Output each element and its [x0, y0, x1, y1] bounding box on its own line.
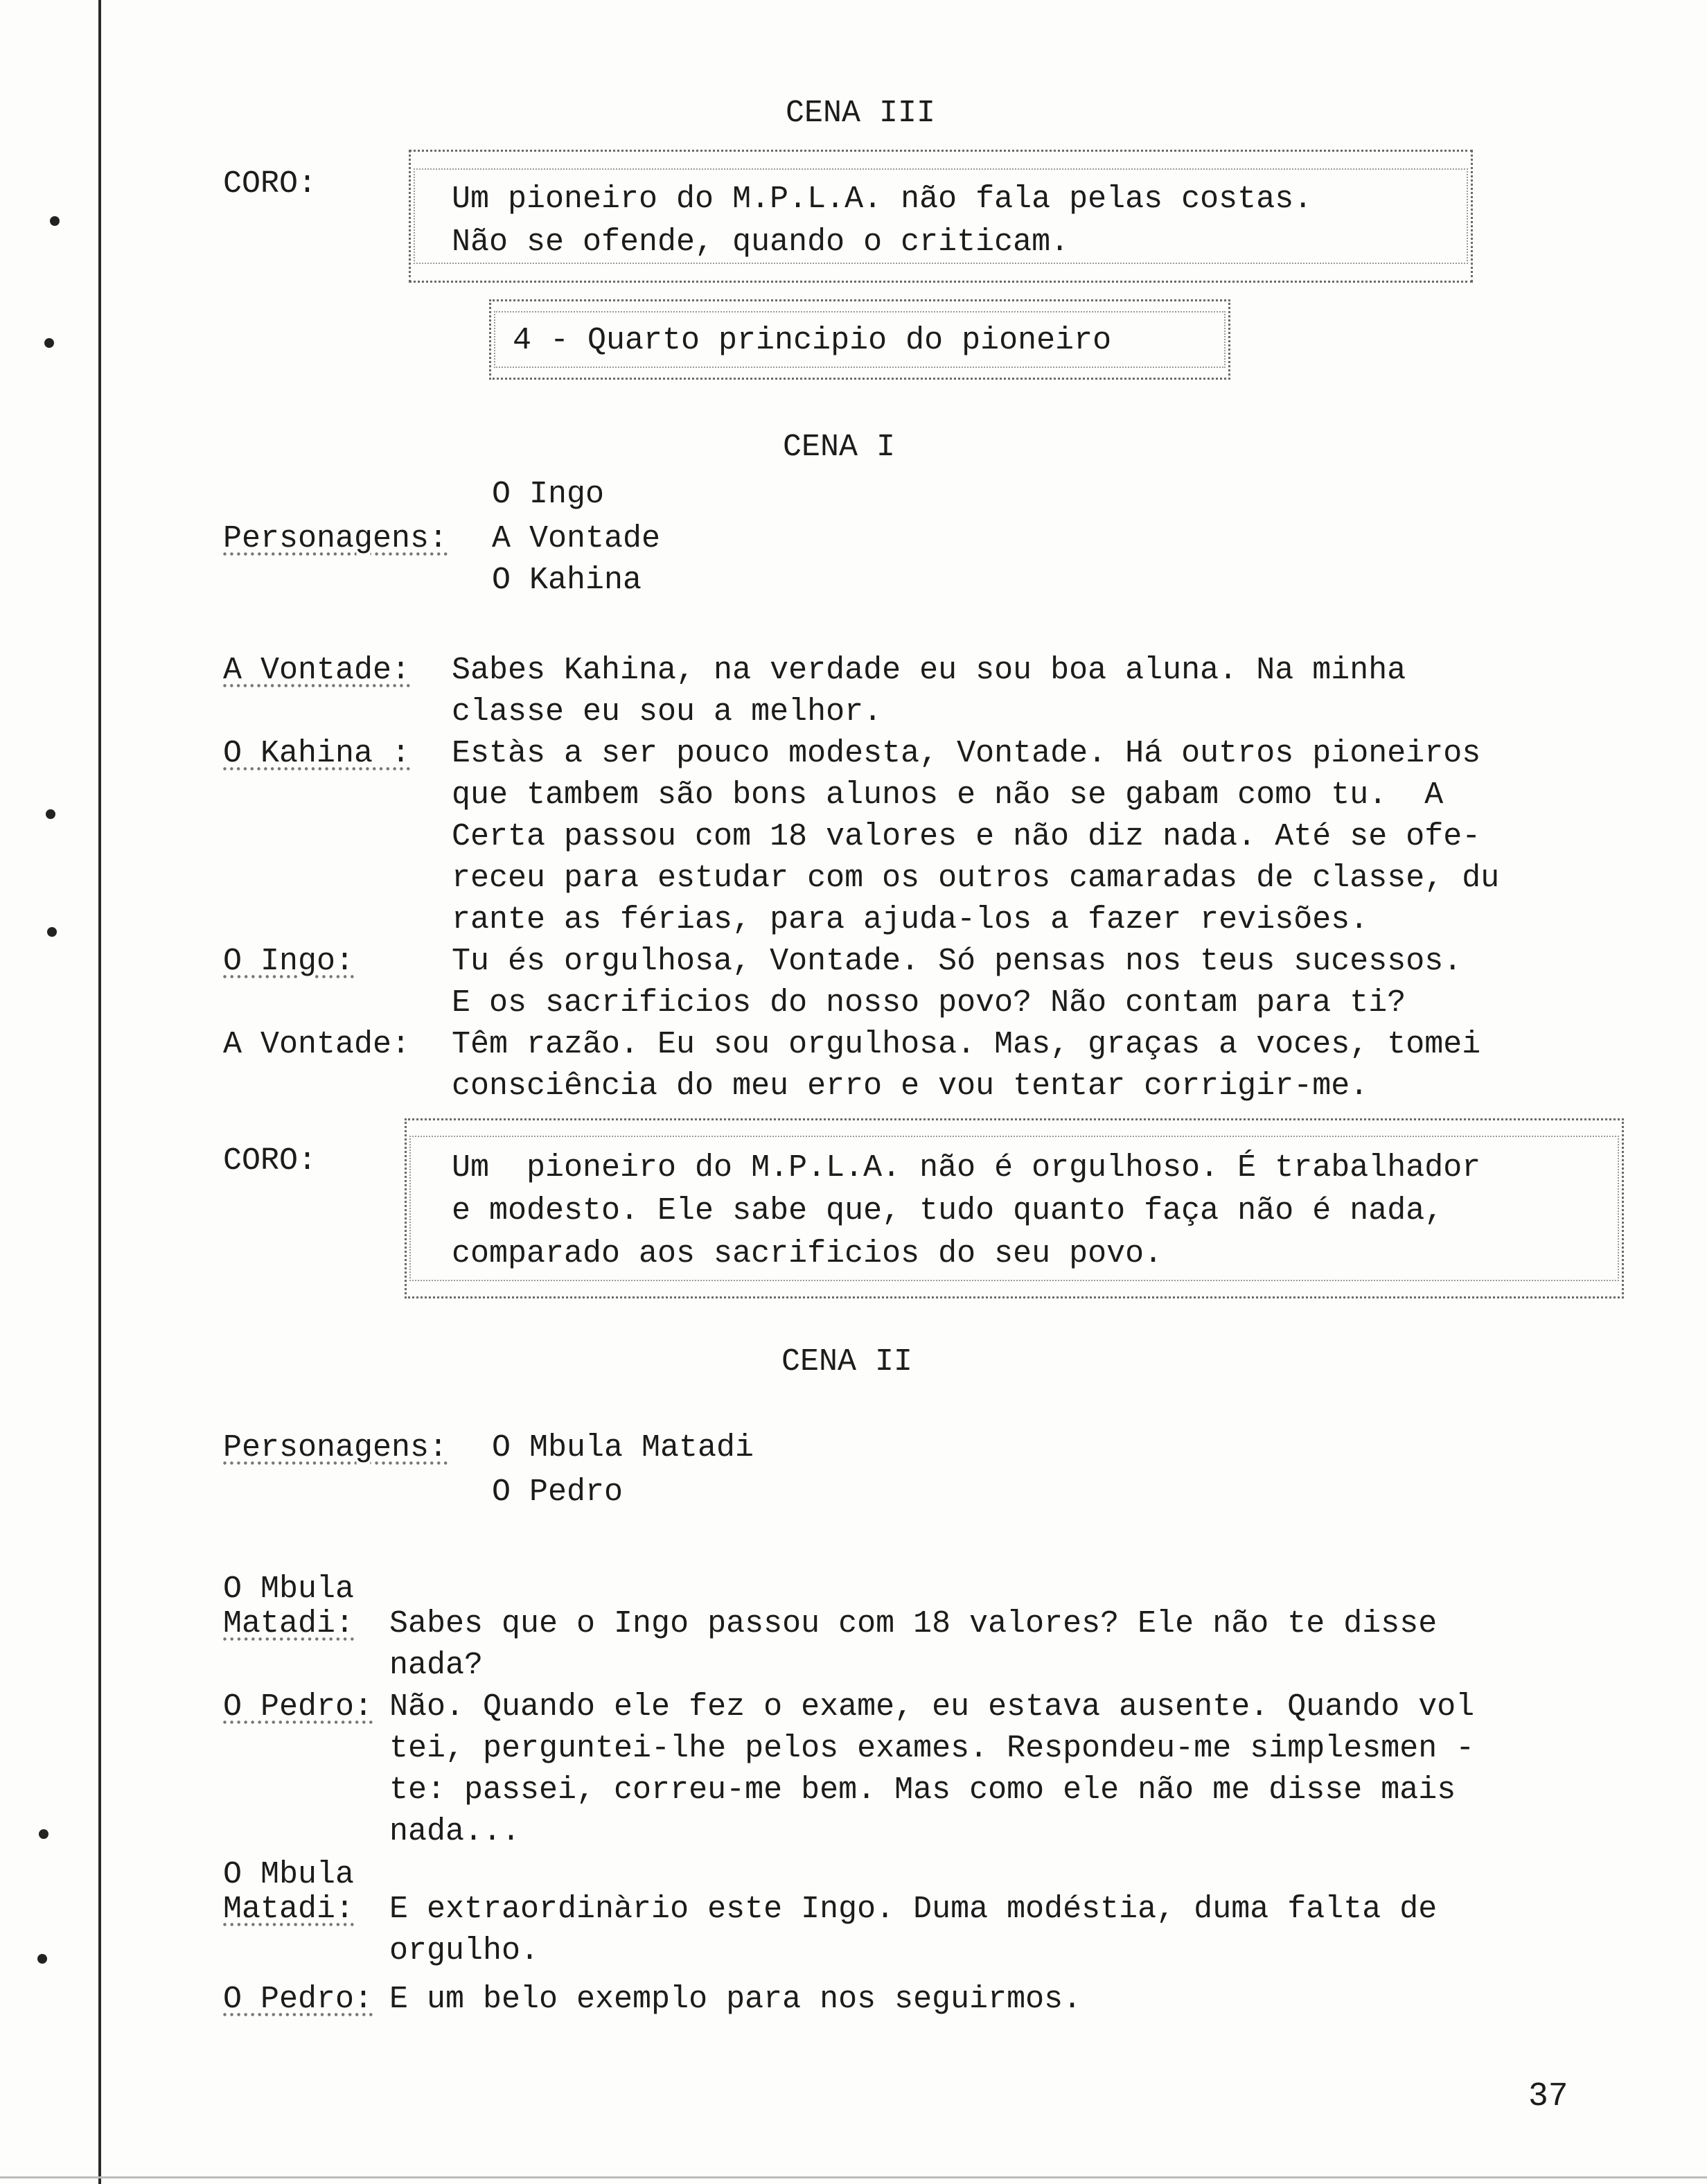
punch-hole	[47, 927, 57, 937]
dialogue-line: que tambem são bons alunos e não se gabam como tu. A	[452, 777, 1444, 813]
chorus-label: CORO:	[223, 166, 317, 202]
page-margin-line	[98, 0, 101, 2184]
speaker-label: A Vontade:	[223, 653, 411, 688]
dialogue-line: Não. Quando ele fez o exame, eu estava ausente. Quando vol	[389, 1689, 1475, 1725]
chorus-line: e modesto. Ele sabe que, tudo quanto faça não é nada,	[452, 1193, 1444, 1228]
dialogue-line: consciência do meu erro e vou tentar corrigir-me.	[452, 1068, 1369, 1104]
speaker-label: O Mbula	[223, 1571, 355, 1607]
dialogue-line: E um belo exemplo para nos seguirmos.	[389, 1982, 1082, 2017]
dialogue-line: Sabes Kahina, na verdade eu sou boa aluna. Na minha	[452, 653, 1406, 688]
character-name: O Ingo	[492, 477, 605, 512]
chorus-line: Não se ofende, quando o criticam.	[452, 224, 1070, 260]
speaker-label: O Kahina :	[223, 736, 411, 771]
scene-title: CENA III	[786, 96, 936, 131]
dialogue-line: E extraordinàrio este Ingo. Duma modéstia, duma falta de	[389, 1892, 1438, 1927]
dialogue-line: tei, perguntei-lhe pelos exames. Respondeu-me simplesmen -	[389, 1731, 1475, 1766]
dialogue-line: classe eu sou a melhor.	[452, 694, 883, 730]
dialogue-line: Têm razão. Eu sou orgulhosa. Mas, graças a voces, tomei	[452, 1027, 1481, 1062]
dialogue-line: receu para estudar com os outros camaradas de classe, du	[452, 861, 1500, 896]
chorus-line: Um pioneiro do M.P.L.A. não é orgulhoso. É trabalhador	[452, 1150, 1481, 1186]
speaker-label: A Vontade:	[223, 1027, 411, 1062]
speaker-label: O Pedro:	[223, 1982, 373, 2017]
speaker-label: O Pedro:	[223, 1689, 373, 1725]
dialogue-line: Tu és orgulhosa, Vontade. Só pensas nos teus sucessos.	[452, 944, 1462, 979]
speaker-label: Matadi:	[223, 1606, 355, 1641]
dialogue-line: Certa passou com 18 valores e não diz nada. Até se ofe-	[452, 819, 1481, 854]
chorus-line: comparado aos sacrificios do seu povo.	[452, 1236, 1163, 1271]
dialogue-line: E os sacrificios do nosso povo? Não contam para ti?	[452, 985, 1406, 1021]
character-name: O Pedro	[492, 1474, 623, 1510]
dialogue-line: Sabes que o Ingo passou com 18 valores? Ele não te disse	[389, 1606, 1438, 1641]
punch-hole	[37, 1954, 47, 1964]
dialogue-line: nada...	[389, 1814, 521, 1849]
character-name: O Mbula Matadi	[492, 1430, 754, 1465]
principle-heading: 4 - Quarto principio do pioneiro	[513, 323, 1112, 358]
chorus-line: Um pioneiro do M.P.L.A. não fala pelas costas.	[452, 182, 1313, 217]
dialogue-line: orgulho.	[389, 1933, 540, 1969]
dialogue-line: nada?	[389, 1648, 484, 1683]
dialogue-line: rante as férias, para ajuda-los a fazer revisões.	[452, 902, 1369, 937]
dialogue-line: te: passei, correu-me bem. Mas como ele não me disse mais	[389, 1772, 1456, 1808]
page-bottom-edge	[0, 2176, 1707, 2178]
character-name: O Kahina	[492, 563, 642, 598]
chorus-label: CORO:	[223, 1143, 317, 1179]
speaker-label: Matadi:	[223, 1892, 355, 1927]
characters-label: Personagens:	[223, 521, 448, 556]
dialogue-line: Estàs a ser pouco modesta, Vontade. Há outros pioneiros	[452, 736, 1481, 771]
characters-label: Personagens:	[223, 1430, 448, 1465]
punch-hole	[44, 338, 54, 348]
scene-title: CENA I	[783, 430, 896, 465]
punch-hole	[46, 809, 55, 819]
punch-hole	[39, 1829, 48, 1839]
speaker-label: O Ingo:	[223, 944, 355, 979]
character-name: A Vontade	[492, 521, 661, 556]
page-number: 37	[1528, 2078, 1568, 2115]
scene-title: CENA II	[781, 1344, 913, 1380]
punch-hole	[50, 216, 60, 226]
speaker-label: O Mbula	[223, 1857, 355, 1892]
